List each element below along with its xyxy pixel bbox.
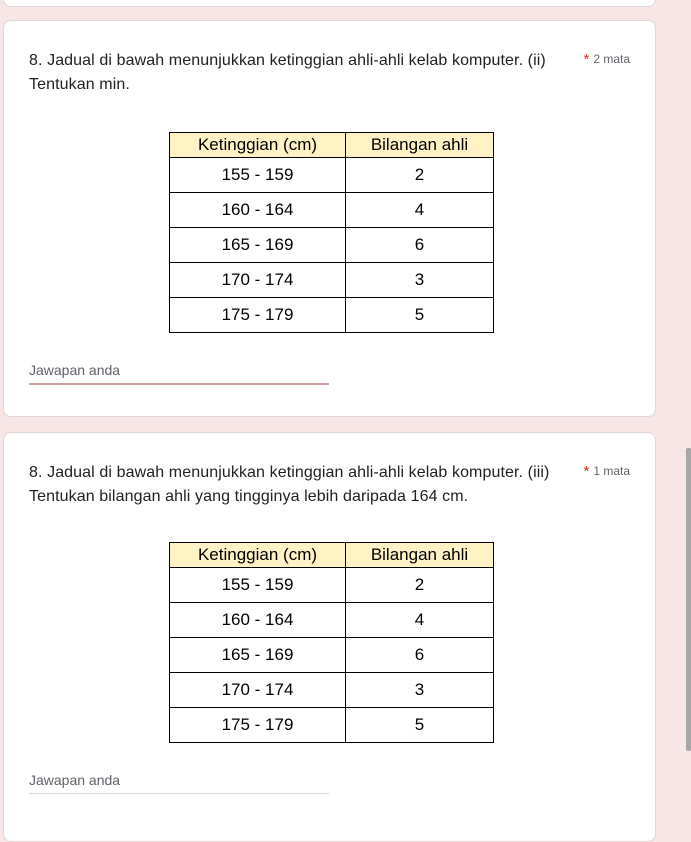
table-cell-members: 2: [346, 158, 494, 193]
table-row: [170, 708, 494, 743]
table-header-members: Bilangan ahli: [346, 543, 494, 568]
table-cell-members: 6: [346, 228, 494, 263]
table-cell-height: 155 - 159: [170, 158, 346, 193]
table-header-height: Ketinggian (cm): [170, 133, 346, 158]
height-frequency-table: [169, 132, 494, 333]
points-label: [583, 51, 630, 68]
table-cell-height: 165 - 169: [170, 228, 346, 263]
page-scrollbar[interactable]: [686, 448, 691, 751]
table-cell-height: 160 - 164: [170, 193, 346, 228]
question-text: 8. Jadual di bawah menunjukkan ketinggian ahli-ahli kelab komputer. (iii): [29, 464, 550, 481]
height-frequency-table: [169, 542, 494, 743]
table-row: [170, 158, 494, 193]
table-header-row: [170, 543, 494, 568]
question-subtext: Tentukan min.: [29, 76, 130, 93]
table-row: [170, 673, 494, 708]
table-cell-members: 4: [346, 603, 494, 638]
question-card-iii: [3, 432, 656, 842]
table-row: [170, 263, 494, 298]
table-cell-height: 160 - 164: [170, 603, 346, 638]
points-label: [583, 463, 630, 480]
points-value: 1 mata: [593, 464, 630, 478]
table-header-members: Bilangan ahli: [346, 133, 494, 158]
points-value: 2 mata: [593, 52, 630, 66]
table-cell-members: 3: [346, 263, 494, 298]
table-row: [170, 568, 494, 603]
table-cell-height: 175 - 179: [170, 298, 346, 333]
question-text: 8. Jadual di bawah menunjukkan ketinggian ahli-ahli kelab komputer. (ii): [29, 52, 546, 69]
table-header-height: Ketinggian (cm): [170, 543, 346, 568]
table-cell-height: 170 - 174: [170, 673, 346, 708]
table-cell-members: 6: [346, 638, 494, 673]
table-cell-height: 165 - 169: [170, 638, 346, 673]
answer-input[interactable]: Jawapan anda: [29, 362, 329, 385]
table-row: [170, 603, 494, 638]
table-cell-members: 4: [346, 193, 494, 228]
table-row: [170, 228, 494, 263]
table-row: [170, 638, 494, 673]
question-title: [29, 49, 569, 97]
table-cell-members: 3: [346, 673, 494, 708]
table-cell-height: 175 - 179: [170, 708, 346, 743]
question-card-ii: [3, 20, 656, 417]
table-cell-members: 5: [346, 708, 494, 743]
required-asterisk: *: [583, 51, 590, 68]
table-cell-height: 170 - 174: [170, 263, 346, 298]
table-cell-members: 5: [346, 298, 494, 333]
question-title: [29, 461, 569, 509]
question-subtext: Tentukan bilangan ahli yang tingginya lebih daripada 164 cm.: [29, 488, 469, 505]
table-cell-members: 2: [346, 568, 494, 603]
table-row: [170, 193, 494, 228]
answer-input[interactable]: Jawapan anda: [29, 772, 329, 794]
previous-question-card: [3, 0, 656, 7]
required-asterisk: *: [583, 463, 590, 480]
table-header-row: [170, 133, 494, 158]
table-row: [170, 298, 494, 333]
table-cell-height: 155 - 159: [170, 568, 346, 603]
